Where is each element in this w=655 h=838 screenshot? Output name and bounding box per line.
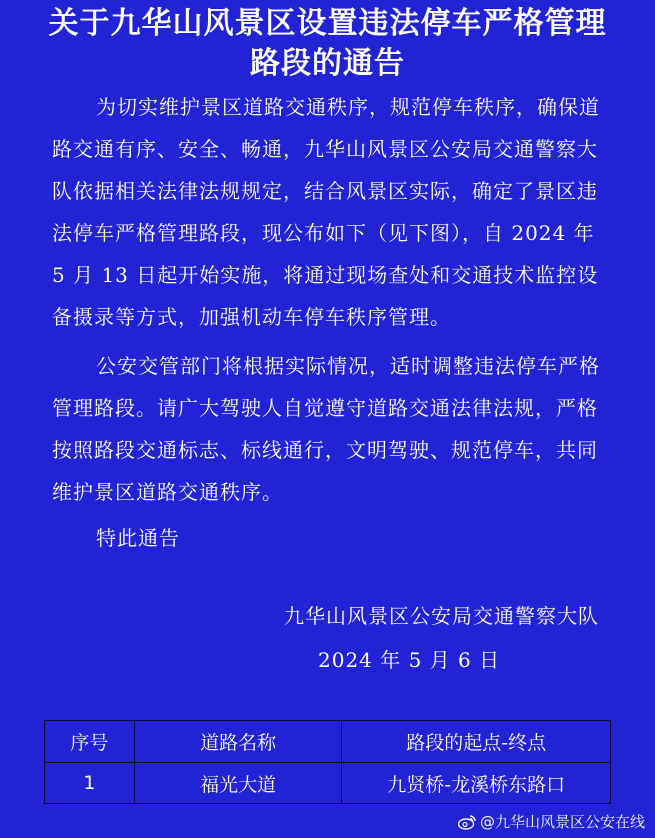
notice-closing: 特此通告 xyxy=(96,526,180,550)
cell-section: 九贤桥-龙溪桥东路口 xyxy=(342,763,611,804)
watermark-text: @九华山风景区公安在线 xyxy=(479,813,645,831)
road-section-table xyxy=(44,720,611,804)
notice-paragraph-1: 为切实维护景区道路交通秩序，规范停车秩序，确保道路交通有序、安全、畅通，九华山风景区公安局交通警察大队依据相关法律法规规定，结合风景区实际，确定了景区违法停车严格管理路段，现公布如下（见下图），自 2024 年 5 月 13 日起开始实施，将通过现场查处和交通技术监控设备摄录等方式，加强机动车停车秩序管理。 xyxy=(52,95,600,329)
column-header-section: 路段的起点-终点 xyxy=(342,721,611,763)
watermark xyxy=(458,811,645,832)
column-header-road-name: 道路名称 xyxy=(134,721,342,763)
table-header-row xyxy=(45,721,611,763)
notice-title-line1: 关于九华山风景区设置违法停车严格管理 xyxy=(48,6,607,41)
column-header-index: 序号 xyxy=(45,721,135,763)
issue-date: 2024 年 5 月 6 日 xyxy=(318,648,501,672)
notice-title-line2: 路段的通告 xyxy=(250,46,405,81)
notice-paragraph-2: 公安交管部门将根据实际情况，适时调整违法停车严格管理路段。请广大驾驶人自觉遵守道路交通法律法规，严格按照路段交通标志、标线通行，文明驾驶、规范停车，共同维护景区道路交通秩序。 xyxy=(52,354,600,504)
cell-index: 1 xyxy=(45,763,135,804)
issuer-signature: 九华山风景区公安局交通警察大队 xyxy=(284,604,599,628)
table-row xyxy=(45,763,611,804)
weibo-icon xyxy=(458,814,476,830)
cell-road-name: 福光大道 xyxy=(134,763,342,804)
